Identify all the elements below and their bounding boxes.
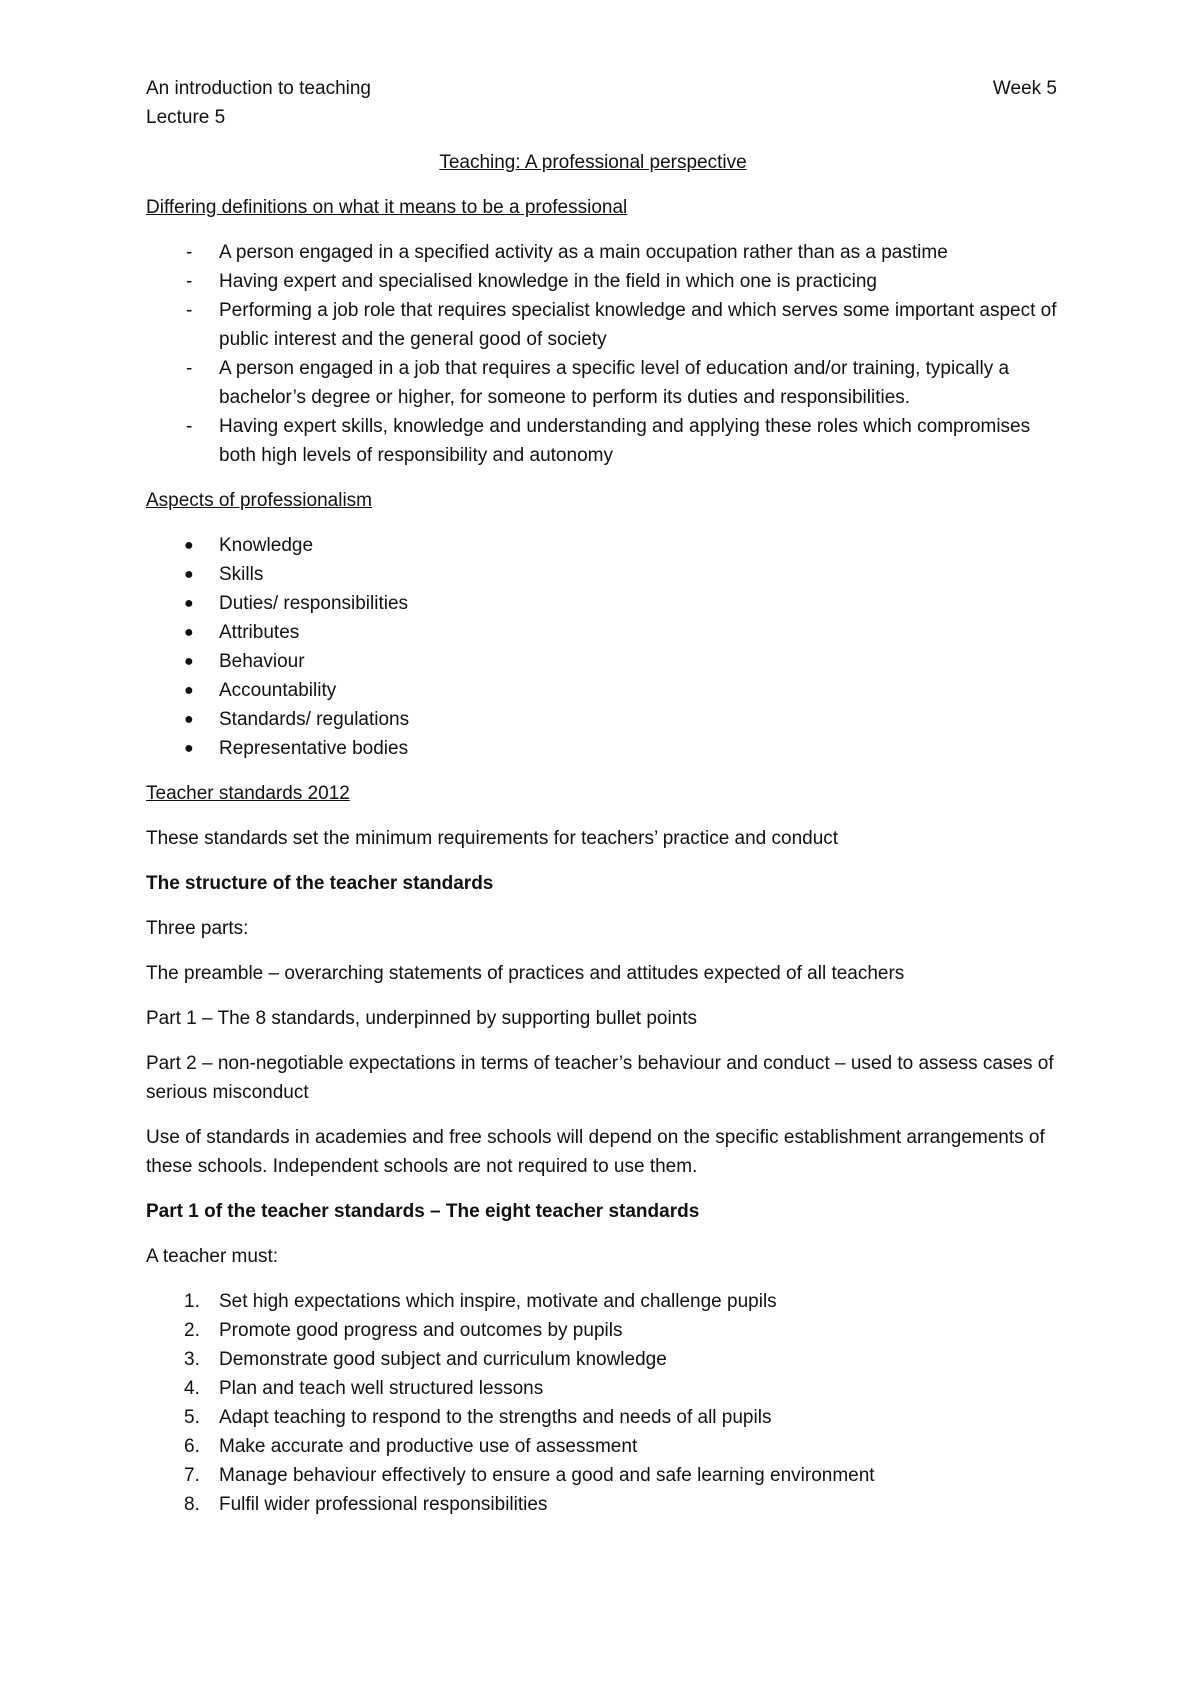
list-item <box>146 412 1060 470</box>
dash-marker: - <box>186 416 193 437</box>
aspects-list <box>146 531 1060 763</box>
list-item <box>146 238 1060 267</box>
list-item <box>146 1490 1060 1519</box>
list-item-text: Set high expectations which inspire, motivate and challenge pupils <box>219 1291 777 1312</box>
dash-marker: - <box>186 271 193 292</box>
list-item-text: Fulfil wider professional responsibilities <box>219 1494 548 1515</box>
bullet-marker: ● <box>184 537 194 554</box>
part1-text: Part 1 – The 8 standards, underpinned by supporting bullet points <box>146 1008 698 1029</box>
list-item-text: Skills <box>219 564 264 585</box>
part2-text: Part 2 – non-negotiable expectations in terms of teacher’s behaviour and conduct – used to assess cases of serious misconduct <box>146 1053 1054 1103</box>
bullet-marker: ● <box>184 624 194 641</box>
academies-text: Use of standards in academies and free schools will depend on the specific establishment arrangements of these schools. Independent schools are not required to use them. <box>146 1127 1045 1177</box>
number-marker: 4. <box>184 1378 200 1399</box>
list-item-text: A person engaged in a job that requires a specific level of education and/or training, typically a bachelor’s degree or higher, for someone to perform its duties and responsibilities. <box>219 358 1010 408</box>
list-item <box>146 1403 1060 1432</box>
list-item-text: Having expert skills, knowledge and understanding and applying these roles which compromises both high levels of responsibility and autonomy <box>219 416 1031 466</box>
list-item <box>146 647 1060 676</box>
number-marker: 3. <box>184 1349 200 1370</box>
list-item <box>146 676 1060 705</box>
preamble-text: The preamble – overarching statements of practices and attitudes expected of all teachers <box>146 963 905 984</box>
list-item-text: Having expert and specialised knowledge in the field in which one is practicing <box>219 271 877 292</box>
bullet-marker: ● <box>184 711 194 728</box>
part1-heading: Part 1 of the teacher standards – The eight teacher standards <box>146 1201 700 1222</box>
bullet-marker: ● <box>184 682 194 699</box>
dash-marker: - <box>186 242 193 263</box>
list-item-text: Standards/ regulations <box>219 709 410 730</box>
list-item-text: Knowledge <box>219 535 314 556</box>
bullet-marker: ● <box>184 595 194 612</box>
number-marker: 1. <box>184 1291 200 1312</box>
list-item-text: Attributes <box>219 622 300 643</box>
list-item-text: Behaviour <box>219 651 305 672</box>
list-item <box>146 560 1060 589</box>
aspects-heading: Aspects of professionalism <box>146 490 372 511</box>
list-item <box>146 296 1060 354</box>
teacher-must-label: A teacher must: <box>146 1246 279 1267</box>
number-marker: 8. <box>184 1494 200 1515</box>
list-item <box>146 618 1060 647</box>
list-item <box>146 354 1060 412</box>
standards-heading: Teacher standards 2012 <box>146 783 350 804</box>
number-marker: 6. <box>184 1436 200 1457</box>
list-item <box>146 1461 1060 1490</box>
dash-marker: - <box>186 358 193 379</box>
list-item-text: Accountability <box>219 680 337 701</box>
list-item <box>146 531 1060 560</box>
lecture-label: Lecture 5 <box>146 107 226 128</box>
list-item <box>146 1316 1060 1345</box>
page-header <box>146 74 1060 103</box>
bullet-marker: ● <box>184 740 194 757</box>
list-item <box>146 1432 1060 1461</box>
eight-standards-list <box>146 1287 1060 1519</box>
number-marker: 5. <box>184 1407 200 1428</box>
number-marker: 2. <box>184 1320 200 1341</box>
list-item <box>146 589 1060 618</box>
list-item-text: Promote good progress and outcomes by pupils <box>219 1320 623 1341</box>
list-item-text: Plan and teach well structured lessons <box>219 1378 544 1399</box>
definitions-heading: Differing definitions on what it means to be a professional <box>146 197 628 218</box>
document-title: Teaching: A professional perspective <box>439 152 747 173</box>
week-label: Week 5 <box>992 78 1057 99</box>
list-item <box>146 267 1060 296</box>
course-name: An introduction to teaching <box>146 78 371 99</box>
bullet-marker: ● <box>184 653 194 670</box>
definitions-list <box>146 238 1060 470</box>
list-item-text: Make accurate and productive use of assessment <box>219 1436 638 1457</box>
list-item-text: Demonstrate good subject and curriculum knowledge <box>219 1349 667 1370</box>
list-item-text: Performing a job role that requires specialist knowledge and which serves some important aspect of public interest and the general good of society <box>219 300 1057 350</box>
list-item-text: A person engaged in a specified activity as a main occupation rather than as a pastime <box>219 242 948 263</box>
list-item <box>146 734 1060 763</box>
list-item <box>146 705 1060 734</box>
list-item-text: Representative bodies <box>219 738 409 759</box>
list-item-text: Duties/ responsibilities <box>219 593 409 614</box>
three-parts-label: Three parts: <box>146 918 249 939</box>
list-item-text: Manage behaviour effectively to ensure a good and safe learning environment <box>219 1465 875 1486</box>
list-item <box>146 1374 1060 1403</box>
list-item <box>146 1345 1060 1374</box>
bullet-marker: ● <box>184 566 194 583</box>
dash-marker: - <box>186 300 193 321</box>
number-marker: 7. <box>184 1465 200 1486</box>
list-item <box>146 1287 1060 1316</box>
structure-heading: The structure of the teacher standards <box>146 873 494 894</box>
list-item-text: Adapt teaching to respond to the strengths and needs of all pupils <box>219 1407 772 1428</box>
standards-intro: These standards set the minimum requirements for teachers’ practice and conduct <box>146 828 839 849</box>
